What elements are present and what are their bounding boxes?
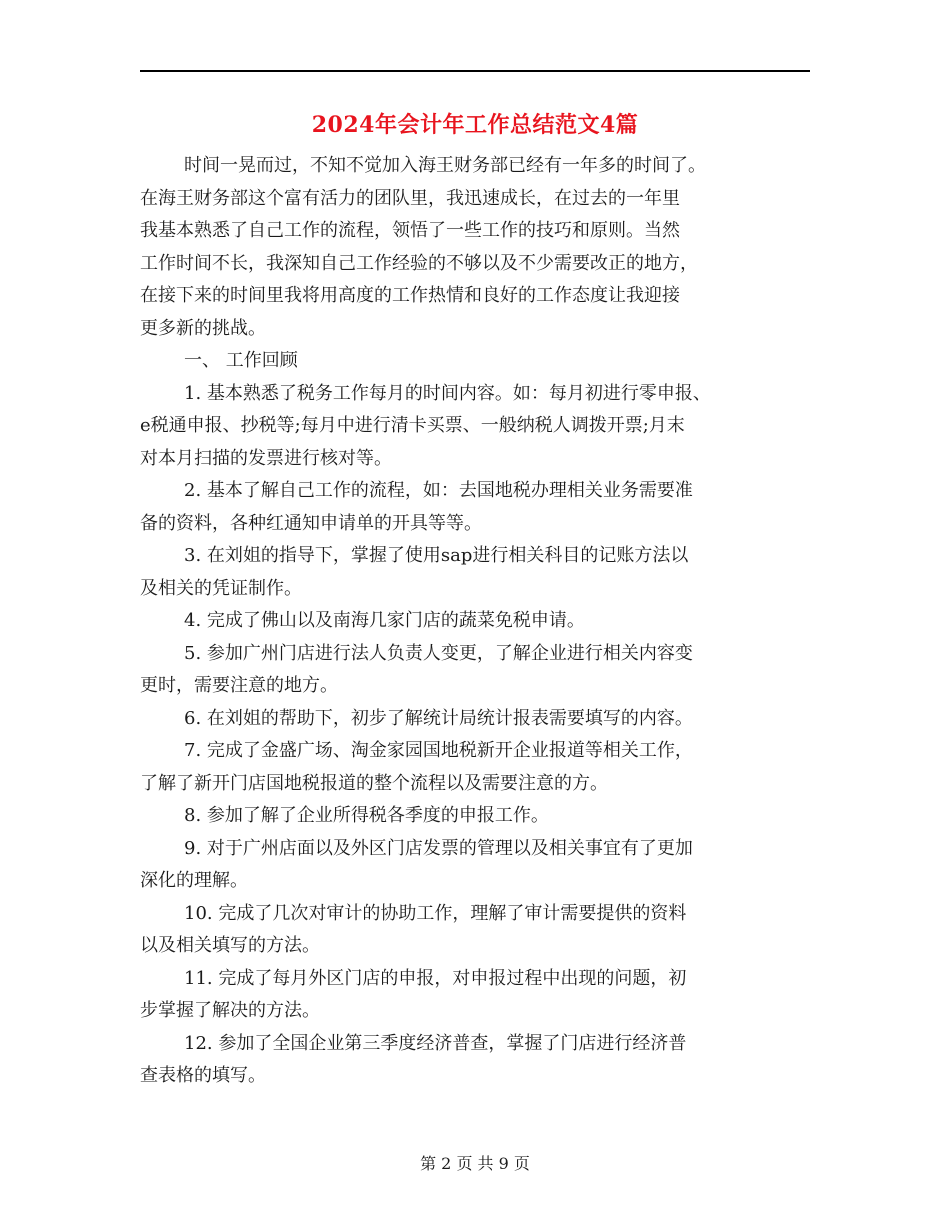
paragraph-line: 3. 在刘姐的指导下，掌握了使用sap进行相关科目的记账方法以 bbox=[184, 545, 689, 566]
paragraph-line: 及相关的凭证制作。 bbox=[140, 577, 302, 599]
page-footer: 第 2 页 共 9 页 bbox=[420, 1154, 530, 1173]
paragraph-line: 一、 工作回顾 bbox=[184, 350, 298, 371]
paragraph-line: 了解了新开门店国地税报道的整个流程以及需要注意的方。 bbox=[140, 772, 608, 794]
paragraph bbox=[140, 540, 810, 605]
paragraph bbox=[140, 898, 810, 963]
paragraph bbox=[140, 638, 810, 703]
paragraph-line: 步掌握了解决的方法。 bbox=[140, 1000, 320, 1021]
paragraph-line: 在海王财务部这个富有活力的团队里，我迅速成长，在过去的一年里 bbox=[140, 187, 680, 209]
header-rule bbox=[140, 70, 810, 72]
paragraph-line: 6. 在刘姐的帮助下，初步了解统计局统计报表需要填写的内容。 bbox=[184, 707, 693, 729]
paragraph-line: 对本月扫描的发票进行核对等。 bbox=[140, 447, 392, 469]
paragraph-line: 4. 完成了佛山以及南海几家门店的蔬菜免税申请。 bbox=[184, 610, 585, 631]
paragraph-line: 2. 基本了解自己工作的流程，如：去国地税办理相关业务需要准 bbox=[184, 480, 693, 501]
paragraph bbox=[140, 703, 810, 736]
document-body bbox=[140, 150, 810, 1093]
paragraph bbox=[140, 150, 810, 345]
paragraph-line: 1. 基本熟悉了税务工作每月的时间内容。如：每月初进行零申报、 bbox=[184, 382, 711, 404]
paragraph-line: 在接下来的时间里我将用高度的工作热情和良好的工作态度让我迎接 bbox=[140, 285, 680, 306]
paragraph-line: 更时，需要注意的地方。 bbox=[140, 675, 338, 696]
paragraph-line: 更多新的挑战。 bbox=[140, 317, 266, 339]
paragraph-line: 10. 完成了几次对审计的协助工作，理解了审计需要提供的资料 bbox=[184, 902, 687, 924]
paragraph-line: e税通申报、抄税等;每月中进行清卡买票、一般纳税人调拨开票;月末 bbox=[140, 415, 685, 436]
paragraph-line: 备的资料，各种红通知申请单的开具等等。 bbox=[140, 512, 482, 534]
paragraph-line: 工作时间不长，我深知自己工作经验的不够以及不少需要改正的地方， bbox=[140, 252, 698, 274]
paragraph-line: 深化的理解。 bbox=[140, 870, 248, 891]
paragraph bbox=[140, 475, 810, 540]
paragraph-line: 查表格的填写。 bbox=[140, 1065, 266, 1086]
paragraph-line: 8. 参加了解了企业所得税各季度的申报工作。 bbox=[184, 805, 549, 826]
paragraph-line: 我基本熟悉了自己工作的流程，领悟了一些工作的技巧和原则。当然 bbox=[140, 220, 680, 241]
paragraph bbox=[140, 605, 810, 638]
document-title: 2024年会计年工作总结范文4篇 bbox=[311, 112, 639, 138]
paragraph bbox=[140, 735, 810, 800]
paragraph bbox=[140, 800, 810, 833]
paragraph-line: 11. 完成了每月外区门店的申报，对申报过程中出现的问题，初 bbox=[184, 967, 687, 989]
paragraph-line: 以及相关填写的方法。 bbox=[140, 935, 320, 956]
paragraph-line: 5. 参加广州门店进行法人负责人变更，了解企业进行相关内容变 bbox=[184, 642, 693, 664]
paragraph bbox=[140, 1028, 810, 1093]
paragraph-line: 7. 完成了金盛广场、淘金家园国地税新开企业报道等相关工作， bbox=[184, 740, 693, 761]
paragraph bbox=[140, 345, 810, 378]
paragraph-line: 12. 参加了全国企业第三季度经济普查，掌握了门店进行经济普 bbox=[184, 1032, 687, 1054]
paragraph bbox=[140, 963, 810, 1028]
paragraph-line: 时间一晃而过，不知不觉加入海王财务部已经有一年多的时间了。 bbox=[184, 155, 706, 176]
paragraph bbox=[140, 833, 810, 898]
paragraph bbox=[140, 378, 810, 476]
paragraph-line: 9. 对于广州店面以及外区门店发票的管理以及相关事宜有了更加 bbox=[184, 837, 693, 859]
